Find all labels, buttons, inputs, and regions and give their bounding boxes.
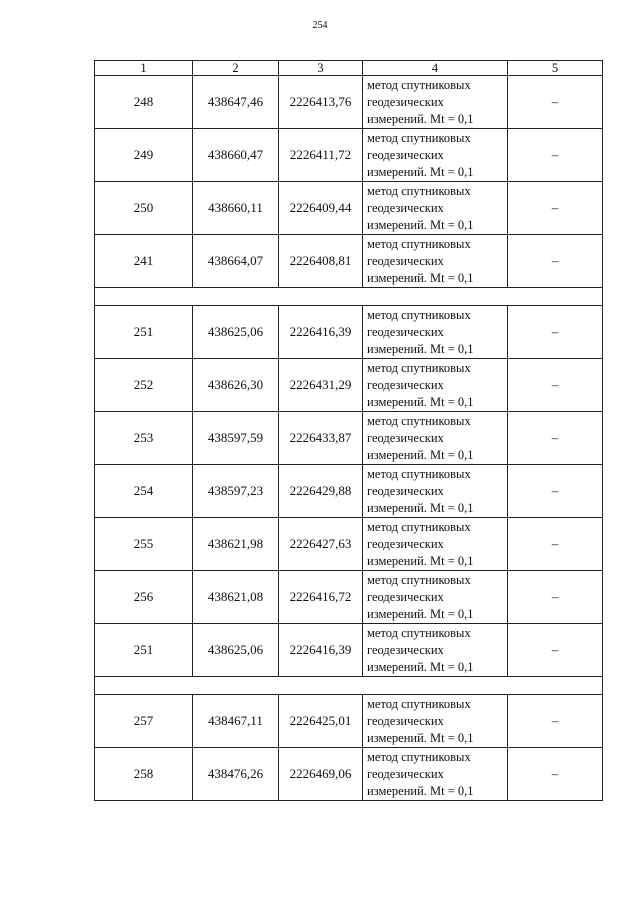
note-cell: – [508,695,603,748]
point-number-cell: 252 [95,359,193,412]
method-cell [363,518,508,571]
point-number-cell: 248 [95,76,193,129]
method-line: геодезических [367,324,444,339]
x-coordinate-cell: 438660,11 [193,182,279,235]
coordinates-table [94,60,603,801]
method-cell [363,235,508,288]
method-cell [363,76,508,129]
note-cell: – [508,359,603,412]
note-cell: – [508,518,603,571]
method-line: измерений. Mt = 0,1 [367,730,474,745]
method-cell [363,571,508,624]
note-cell: – [508,571,603,624]
x-coordinate-cell: 438467,11 [193,695,279,748]
method-line: метод спутниковых [367,572,471,587]
method-line: измерений. Mt = 0,1 [367,500,474,515]
table-row [95,235,603,288]
x-coordinate-cell: 438621,08 [193,571,279,624]
method-line: геодезических [367,713,444,728]
method-line: метод спутниковых [367,519,471,534]
method-cell [363,182,508,235]
point-number-cell: 251 [95,306,193,359]
y-coordinate-cell: 2226413,76 [279,76,363,129]
column-header-1: 1 [95,61,193,76]
point-number-cell: 257 [95,695,193,748]
x-coordinate-cell: 438625,06 [193,624,279,677]
x-coordinate-cell: 438597,23 [193,465,279,518]
y-coordinate-cell: 2226411,72 [279,129,363,182]
method-line: геодезических [367,94,444,109]
column-header-5: 5 [508,61,603,76]
x-coordinate-cell: 438476,26 [193,748,279,801]
column-header-3: 3 [279,61,363,76]
table-row [95,306,603,359]
table-row [95,465,603,518]
method-line: измерений. Mt = 0,1 [367,447,474,462]
method-line: измерений. Mt = 0,1 [367,606,474,621]
method-line: метод спутниковых [367,696,471,711]
x-coordinate-cell: 438597,59 [193,412,279,465]
method-line: метод спутниковых [367,77,471,92]
method-cell [363,359,508,412]
method-line: геодезических [367,253,444,268]
note-cell: – [508,129,603,182]
page-number: 254 [312,20,328,31]
table-row [95,624,603,677]
method-line: метод спутниковых [367,130,471,145]
table-row [95,412,603,465]
table-row [95,518,603,571]
method-cell [363,306,508,359]
y-coordinate-cell: 2226433,87 [279,412,363,465]
method-line: измерений. Mt = 0,1 [367,270,474,285]
method-line: метод спутниковых [367,360,471,375]
y-coordinate-cell: 2226425,01 [279,695,363,748]
method-line: метод спутниковых [367,466,471,481]
point-number-cell: 258 [95,748,193,801]
y-coordinate-cell: 2226408,81 [279,235,363,288]
y-coordinate-cell: 2226431,29 [279,359,363,412]
y-coordinate-cell: 2226416,39 [279,306,363,359]
method-cell [363,465,508,518]
method-cell [363,129,508,182]
note-cell: – [508,748,603,801]
method-line: измерений. Mt = 0,1 [367,164,474,179]
x-coordinate-cell: 438621,98 [193,518,279,571]
point-number-cell: 249 [95,129,193,182]
method-line: геодезических [367,536,444,551]
method-line: метод спутниковых [367,749,471,764]
column-header-4: 4 [363,61,508,76]
method-line: измерений. Mt = 0,1 [367,394,474,409]
point-number-cell: 250 [95,182,193,235]
x-coordinate-cell: 438660,47 [193,129,279,182]
method-line: измерений. Mt = 0,1 [367,111,474,126]
table-row [95,76,603,129]
method-line: геодезических [367,430,444,445]
method-line: геодезических [367,483,444,498]
method-line: геодезических [367,642,444,657]
x-coordinate-cell: 438664,07 [193,235,279,288]
method-line: геодезических [367,589,444,604]
method-line: геодезических [367,200,444,215]
method-cell [363,624,508,677]
point-number-cell: 256 [95,571,193,624]
method-line: геодезических [367,377,444,392]
method-line: измерений. Mt = 0,1 [367,341,474,356]
note-cell: – [508,182,603,235]
method-line: метод спутниковых [367,413,471,428]
y-coordinate-cell: 2226416,72 [279,571,363,624]
table-row [95,359,603,412]
separator-row [95,288,603,306]
header-row [95,61,603,76]
y-coordinate-cell: 2226416,39 [279,624,363,677]
separator-row [95,677,603,695]
method-line: измерений. Mt = 0,1 [367,553,474,568]
method-line: геодезических [367,147,444,162]
table-row [95,571,603,624]
table-row [95,182,603,235]
x-coordinate-cell: 438625,06 [193,306,279,359]
method-line: метод спутниковых [367,236,471,251]
note-cell: – [508,306,603,359]
method-cell [363,695,508,748]
separator-cell [95,677,603,695]
note-cell: – [508,624,603,677]
point-number-cell: 255 [95,518,193,571]
method-line: метод спутниковых [367,625,471,640]
method-line: измерений. Mt = 0,1 [367,217,474,232]
point-number-cell: 251 [95,624,193,677]
column-header-2: 2 [193,61,279,76]
note-cell: – [508,76,603,129]
y-coordinate-cell: 2226409,44 [279,182,363,235]
table-row [95,748,603,801]
y-coordinate-cell: 2226469,06 [279,748,363,801]
method-line: метод спутниковых [367,307,471,322]
table-row [95,695,603,748]
note-cell: – [508,412,603,465]
method-cell [363,748,508,801]
method-line: геодезических [367,766,444,781]
y-coordinate-cell: 2226427,63 [279,518,363,571]
point-number-cell: 254 [95,465,193,518]
point-number-cell: 241 [95,235,193,288]
x-coordinate-cell: 438647,46 [193,76,279,129]
note-cell: – [508,465,603,518]
note-cell: – [508,235,603,288]
method-line: измерений. Mt = 0,1 [367,659,474,674]
table-row [95,129,603,182]
method-cell [363,412,508,465]
method-line: метод спутниковых [367,183,471,198]
y-coordinate-cell: 2226429,88 [279,465,363,518]
separator-cell [95,288,603,306]
method-line: измерений. Mt = 0,1 [367,783,474,798]
x-coordinate-cell: 438626,30 [193,359,279,412]
point-number-cell: 253 [95,412,193,465]
